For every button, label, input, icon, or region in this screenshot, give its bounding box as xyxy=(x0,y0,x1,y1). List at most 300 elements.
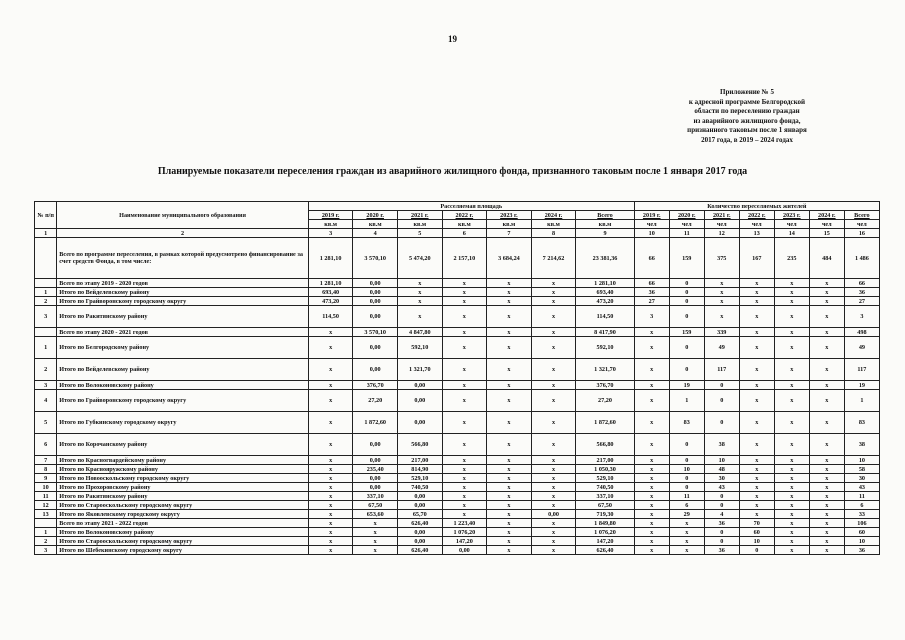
value-cell: 3 570,10 xyxy=(353,238,398,279)
column-number: 11 xyxy=(669,229,704,238)
value-cell: x xyxy=(308,337,353,359)
value-cell: x xyxy=(442,390,487,412)
value-cell: 38 xyxy=(844,434,879,456)
value-cell: 0,00 xyxy=(397,501,442,510)
value-cell: 0 xyxy=(704,492,739,501)
value-cell: x xyxy=(531,528,576,537)
row-number: 4 xyxy=(35,390,57,412)
value-cell: 11 xyxy=(844,492,879,501)
table-row xyxy=(35,328,880,337)
value-cell: 2 157,10 xyxy=(442,238,487,279)
value-cell: 0,00 xyxy=(353,434,398,456)
value-cell: 235 xyxy=(774,238,809,279)
value-cell: x xyxy=(634,492,669,501)
value-cell: 376,70 xyxy=(353,381,398,390)
value-cell: 0 xyxy=(739,546,774,555)
value-cell: x xyxy=(487,474,532,483)
value-cell: x xyxy=(774,528,809,537)
municipality-name: Всего по этапу 2020 - 2021 годов xyxy=(57,328,309,337)
value-cell: x xyxy=(442,465,487,474)
value-cell: x xyxy=(531,465,576,474)
value-cell: x xyxy=(634,546,669,555)
value-cell: 6 xyxy=(844,501,879,510)
year-header: 2021 г. xyxy=(704,211,739,220)
year-header: 2022 г. xyxy=(739,211,774,220)
col-name-header: Наименование муниципального образования xyxy=(57,202,309,229)
value-cell: x xyxy=(809,528,844,537)
value-cell: x xyxy=(487,434,532,456)
value-cell: x xyxy=(308,546,353,555)
unit-header: кв.м xyxy=(308,220,353,229)
value-cell: x xyxy=(531,381,576,390)
value-cell: 67,50 xyxy=(576,501,634,510)
value-cell: 693,40 xyxy=(308,288,353,297)
value-cell: x xyxy=(809,279,844,288)
value-cell: 337,10 xyxy=(576,492,634,501)
value-cell: x xyxy=(487,412,532,434)
value-cell: x xyxy=(442,483,487,492)
value-cell: 0,00 xyxy=(353,279,398,288)
value-cell: x xyxy=(739,337,774,359)
value-cell: 1 xyxy=(844,390,879,412)
municipality-name: Итого по Белгородскому району xyxy=(57,337,309,359)
value-cell: x xyxy=(531,412,576,434)
table-row xyxy=(35,510,880,519)
value-cell: 0,00 xyxy=(353,297,398,306)
value-cell: x xyxy=(634,337,669,359)
table-row xyxy=(35,546,880,555)
table-row xyxy=(35,288,880,297)
value-cell: 36 xyxy=(704,546,739,555)
value-cell: x xyxy=(739,306,774,328)
value-cell: 0 xyxy=(669,434,704,456)
value-cell: x xyxy=(774,510,809,519)
row-number: 3 xyxy=(35,306,57,328)
value-cell: 1 223,40 xyxy=(442,519,487,528)
value-cell: x xyxy=(634,465,669,474)
row-number: 10 xyxy=(35,483,57,492)
unit-header: чел xyxy=(844,220,879,229)
value-cell: 58 xyxy=(844,465,879,474)
value-cell: x xyxy=(442,510,487,519)
value-cell: x xyxy=(809,390,844,412)
value-cell: 117 xyxy=(844,359,879,381)
value-cell: x xyxy=(774,412,809,434)
row-number: 1 xyxy=(35,528,57,537)
value-cell: 83 xyxy=(844,412,879,434)
value-cell: 0,00 xyxy=(442,546,487,555)
value-cell: 30 xyxy=(704,474,739,483)
unit-header: кв.м xyxy=(531,220,576,229)
row-number: 13 xyxy=(35,510,57,519)
value-cell: x xyxy=(634,381,669,390)
value-cell: 117 xyxy=(704,359,739,381)
value-cell: 10 xyxy=(704,456,739,465)
value-cell: x xyxy=(531,434,576,456)
value-cell: x xyxy=(397,288,442,297)
column-number: 13 xyxy=(739,229,774,238)
value-cell: x xyxy=(442,279,487,288)
municipality-name: Итого по Губкинскому городскому округу xyxy=(57,412,309,434)
value-cell: x xyxy=(634,537,669,546)
value-cell: x xyxy=(531,546,576,555)
value-cell: 114,50 xyxy=(576,306,634,328)
value-cell: x xyxy=(704,306,739,328)
unit-header: чел xyxy=(809,220,844,229)
value-cell: 0 xyxy=(669,306,704,328)
value-cell: x xyxy=(739,434,774,456)
column-number: 6 xyxy=(442,229,487,238)
value-cell: x xyxy=(774,474,809,483)
municipality-name: Итого по Яковлевскому городскому округу xyxy=(57,510,309,519)
value-cell: 529,10 xyxy=(397,474,442,483)
municipality-name: Итого по Корочанскому району xyxy=(57,434,309,456)
value-cell: x xyxy=(308,434,353,456)
value-cell: x xyxy=(774,390,809,412)
value-cell: x xyxy=(531,483,576,492)
value-cell: x xyxy=(634,359,669,381)
value-cell: 0,00 xyxy=(353,474,398,483)
value-cell: x xyxy=(487,390,532,412)
unit-header: чел xyxy=(634,220,669,229)
value-cell: 0 xyxy=(669,337,704,359)
row-number: 2 xyxy=(35,359,57,381)
value-cell: 3 xyxy=(634,306,669,328)
row-number: 2 xyxy=(35,537,57,546)
table-row xyxy=(35,483,880,492)
table-row xyxy=(35,359,880,381)
value-cell: x xyxy=(634,483,669,492)
value-cell: 159 xyxy=(669,238,704,279)
row-number: 9 xyxy=(35,474,57,483)
value-cell: 1 872,60 xyxy=(576,412,634,434)
unit-header: кв.м xyxy=(397,220,442,229)
year-header: 2020 г. xyxy=(353,211,398,220)
value-cell: x xyxy=(739,412,774,434)
value-cell: x xyxy=(531,279,576,288)
unit-header: чел xyxy=(774,220,809,229)
table-row xyxy=(35,456,880,465)
appendix-line: признанного таковым после 1 января xyxy=(687,126,807,134)
value-cell: x xyxy=(531,474,576,483)
municipality-name: Итого по Ракитянскому району xyxy=(57,306,309,328)
value-cell: x xyxy=(669,537,704,546)
value-cell: 375 xyxy=(704,238,739,279)
value-cell: 60 xyxy=(739,528,774,537)
value-cell: x xyxy=(809,412,844,434)
value-cell: x xyxy=(531,519,576,528)
value-cell: x xyxy=(739,390,774,412)
value-cell: 48 xyxy=(704,465,739,474)
value-cell: 0 xyxy=(669,456,704,465)
municipality-name: Всего по программе переселения, в рамках которой предусмотрено финансирование за счет средств Фонда, в том числе: xyxy=(57,238,309,279)
year-header: 2023 г. xyxy=(487,211,532,220)
unit-header: кв.м xyxy=(442,220,487,229)
unit-header: кв.м xyxy=(353,220,398,229)
municipality-name: Итого по Шебекинскому городскому округу xyxy=(57,546,309,555)
value-cell: x xyxy=(809,434,844,456)
value-cell: x xyxy=(308,519,353,528)
value-cell: 4 xyxy=(704,510,739,519)
value-cell: 473,20 xyxy=(576,297,634,306)
value-cell: x xyxy=(308,465,353,474)
value-cell: x xyxy=(442,297,487,306)
column-number: 14 xyxy=(774,229,809,238)
column-number: 1 xyxy=(35,229,57,238)
value-cell: x xyxy=(739,474,774,483)
value-cell: x xyxy=(739,381,774,390)
column-number: 8 xyxy=(531,229,576,238)
unit-header: чел xyxy=(704,220,739,229)
value-cell: 66 xyxy=(844,279,879,288)
value-cell: 0 xyxy=(669,483,704,492)
value-cell: 484 xyxy=(809,238,844,279)
value-cell: 1 076,20 xyxy=(576,528,634,537)
value-cell: 159 xyxy=(669,328,704,337)
value-cell: x xyxy=(442,306,487,328)
value-cell: x xyxy=(739,501,774,510)
value-cell: 49 xyxy=(844,337,879,359)
value-cell: 8 417,90 xyxy=(576,328,634,337)
value-cell: x xyxy=(308,456,353,465)
column-number: 2 xyxy=(57,229,309,238)
value-cell: x xyxy=(774,465,809,474)
table-row xyxy=(35,297,880,306)
row-number: 7 xyxy=(35,456,57,465)
row-number: 12 xyxy=(35,501,57,510)
value-cell: x xyxy=(487,306,532,328)
value-cell: x xyxy=(774,456,809,465)
value-cell: 529,10 xyxy=(576,474,634,483)
value-cell: 592,10 xyxy=(576,337,634,359)
column-number: 3 xyxy=(308,229,353,238)
value-cell: 36 xyxy=(844,288,879,297)
year-header: 2019 г. xyxy=(308,211,353,220)
value-cell: x xyxy=(634,456,669,465)
value-cell: x xyxy=(487,288,532,297)
value-cell: 0 xyxy=(704,501,739,510)
value-cell: x xyxy=(397,279,442,288)
unit-header: кв.м xyxy=(487,220,532,229)
municipality-name: Итого по Грайворонскому городскому округу xyxy=(57,297,309,306)
column-number: 7 xyxy=(487,229,532,238)
value-cell: 376,70 xyxy=(576,381,634,390)
value-cell: 814,90 xyxy=(397,465,442,474)
value-cell: 1 281,10 xyxy=(308,279,353,288)
table-row xyxy=(35,238,880,279)
year-header: 2024 г. xyxy=(531,211,576,220)
row-number: 3 xyxy=(35,381,57,390)
value-cell: x xyxy=(442,412,487,434)
row-number: 8 xyxy=(35,465,57,474)
value-cell: x xyxy=(774,537,809,546)
year-header: 2024 г. xyxy=(809,211,844,220)
row-number xyxy=(35,279,57,288)
value-cell: x xyxy=(531,359,576,381)
value-cell: 83 xyxy=(669,412,704,434)
value-cell: x xyxy=(487,546,532,555)
value-cell: 339 xyxy=(704,328,739,337)
value-cell: 0,00 xyxy=(353,456,398,465)
value-cell: 147,20 xyxy=(442,537,487,546)
value-cell: x xyxy=(308,381,353,390)
value-cell: x xyxy=(487,483,532,492)
value-cell: 0,00 xyxy=(397,492,442,501)
value-cell: 36 xyxy=(634,288,669,297)
value-cell: x xyxy=(809,456,844,465)
value-cell: 19 xyxy=(844,381,879,390)
value-cell: 626,40 xyxy=(397,519,442,528)
value-cell: x xyxy=(397,306,442,328)
value-cell: x xyxy=(774,297,809,306)
value-cell: x xyxy=(774,288,809,297)
value-cell: 3 xyxy=(844,306,879,328)
value-cell: 27 xyxy=(634,297,669,306)
value-cell: x xyxy=(774,483,809,492)
value-cell: x xyxy=(487,337,532,359)
value-cell: x xyxy=(634,474,669,483)
value-cell: x xyxy=(442,328,487,337)
value-cell: 1 281,10 xyxy=(308,238,353,279)
value-cell: x xyxy=(353,546,398,555)
value-cell: x xyxy=(308,359,353,381)
value-cell: x xyxy=(531,390,576,412)
value-cell: x xyxy=(442,501,487,510)
column-number: 9 xyxy=(576,229,634,238)
table-row xyxy=(35,474,880,483)
value-cell: 7 214,62 xyxy=(531,238,576,279)
value-cell: 3 570,10 xyxy=(353,328,398,337)
column-number: 4 xyxy=(353,229,398,238)
value-cell: x xyxy=(634,519,669,528)
value-cell: x xyxy=(774,279,809,288)
value-cell: 0 xyxy=(704,390,739,412)
value-cell: x xyxy=(442,492,487,501)
resettlement-table xyxy=(34,201,880,555)
value-cell: x xyxy=(487,328,532,337)
municipality-name: Итого по Старооскольскому городскому округу xyxy=(57,501,309,510)
table-row xyxy=(35,537,880,546)
value-cell: 36 xyxy=(844,546,879,555)
value-cell: 0,00 xyxy=(397,390,442,412)
value-cell: x xyxy=(487,359,532,381)
value-cell: 10 xyxy=(739,537,774,546)
municipality-name: Всего по этапу 2021 - 2022 годов xyxy=(57,519,309,528)
unit-header: чел xyxy=(739,220,774,229)
value-cell: 0,00 xyxy=(353,483,398,492)
value-cell: x xyxy=(739,279,774,288)
value-cell: x xyxy=(442,434,487,456)
value-cell: x xyxy=(487,465,532,474)
value-cell: x xyxy=(739,492,774,501)
column-number: 10 xyxy=(634,229,669,238)
value-cell: 566,80 xyxy=(397,434,442,456)
municipality-name: Всего по этапу 2019 - 2020 годов xyxy=(57,279,309,288)
year-header: 2021 г. xyxy=(397,211,442,220)
value-cell: 0 xyxy=(704,412,739,434)
column-number: 5 xyxy=(397,229,442,238)
row-number xyxy=(35,519,57,528)
appendix-line: из аварийного жилищного фонда, xyxy=(693,116,801,125)
value-cell: 0,00 xyxy=(353,288,398,297)
table-row xyxy=(35,465,880,474)
value-cell: 70 xyxy=(739,519,774,528)
value-cell: x xyxy=(308,501,353,510)
table-row xyxy=(35,519,880,528)
value-cell: 473,20 xyxy=(308,297,353,306)
value-cell: x xyxy=(809,519,844,528)
value-cell: 217,00 xyxy=(576,456,634,465)
value-cell: x xyxy=(531,456,576,465)
value-cell: x xyxy=(809,546,844,555)
table-row xyxy=(35,279,880,288)
value-cell: x xyxy=(487,456,532,465)
value-cell: x xyxy=(308,492,353,501)
municipality-name: Итого по Волоконовскому району xyxy=(57,528,309,537)
value-cell: 719,30 xyxy=(576,510,634,519)
value-cell: x xyxy=(809,381,844,390)
value-cell: 740,50 xyxy=(576,483,634,492)
value-cell: 114,50 xyxy=(308,306,353,328)
value-cell: x xyxy=(634,501,669,510)
value-cell: x xyxy=(397,297,442,306)
value-cell: 0 xyxy=(704,537,739,546)
value-cell: 106 xyxy=(844,519,879,528)
value-cell: 626,40 xyxy=(397,546,442,555)
value-cell: x xyxy=(704,288,739,297)
value-cell: x xyxy=(353,519,398,528)
value-cell: x xyxy=(442,359,487,381)
value-cell: 337,10 xyxy=(353,492,398,501)
page-number: 19 xyxy=(448,34,457,44)
value-cell: x xyxy=(634,434,669,456)
table-row xyxy=(35,390,880,412)
municipality-name: Итого по Ракитянскому району xyxy=(57,492,309,501)
year-header: 2019 г. xyxy=(634,211,669,220)
value-cell: x xyxy=(809,465,844,474)
value-cell: x xyxy=(809,510,844,519)
value-cell: x xyxy=(809,297,844,306)
value-cell: 65,70 xyxy=(397,510,442,519)
value-cell: x xyxy=(669,528,704,537)
value-cell: x xyxy=(487,519,532,528)
appendix-line: области по переселению граждан xyxy=(694,107,800,115)
value-cell: 0 xyxy=(669,297,704,306)
municipality-name: Итого по Вейделевскому району xyxy=(57,288,309,297)
value-cell: 0,00 xyxy=(397,528,442,537)
value-cell: x xyxy=(739,297,774,306)
value-cell: 27,20 xyxy=(576,390,634,412)
value-cell: x xyxy=(774,492,809,501)
row-number xyxy=(35,238,57,279)
value-cell: 29 xyxy=(669,510,704,519)
value-cell: 592,10 xyxy=(397,337,442,359)
value-cell: x xyxy=(634,528,669,537)
table-row xyxy=(35,434,880,456)
appendix-line: Приложение № 5 xyxy=(720,88,774,96)
municipality-name: Итого по Вейделевскому району xyxy=(57,359,309,381)
value-cell: 167 xyxy=(739,238,774,279)
value-cell: 0 xyxy=(669,474,704,483)
value-cell: 30 xyxy=(844,474,879,483)
value-cell: 66 xyxy=(634,238,669,279)
value-cell: x xyxy=(809,483,844,492)
value-cell: x xyxy=(531,492,576,501)
value-cell: x xyxy=(739,465,774,474)
value-cell: x xyxy=(531,328,576,337)
value-cell: x xyxy=(487,297,532,306)
value-cell: 43 xyxy=(844,483,879,492)
